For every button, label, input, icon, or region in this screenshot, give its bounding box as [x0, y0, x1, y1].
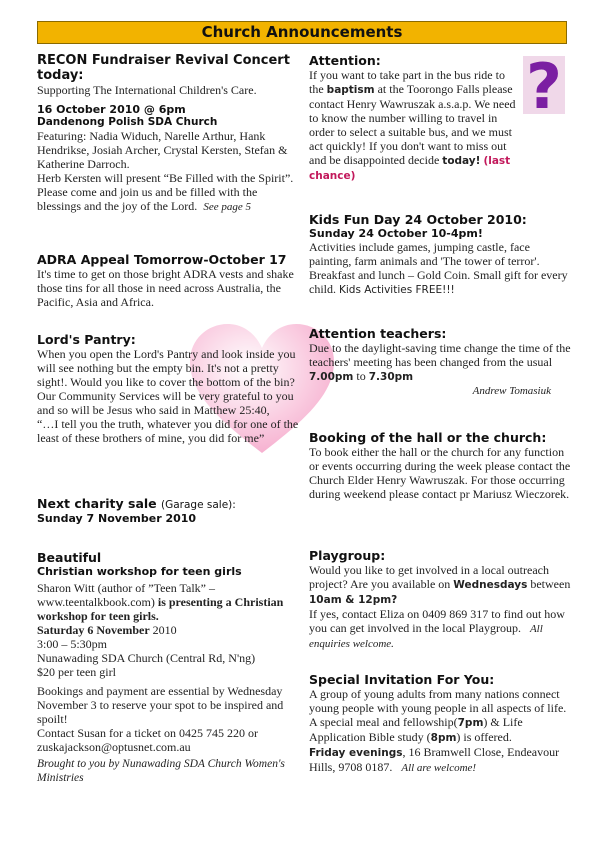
kids-section	[309, 212, 571, 297]
kids-title: Kids Fun Day 24 October 2010:	[309, 212, 527, 227]
invite-time-2: 8pm	[430, 732, 457, 744]
recon-title: RECON Fundraiser Revival Concert today:	[37, 53, 290, 83]
workshop-price: $20 per teen girl	[37, 665, 116, 679]
pantry-body: When you open the Lord's Pantry and look inside you will see nothing but the empty bin. It's not a pretty sight!. Would you like to cover the bottom of the bin? Our Community Services will be very grateful to you and so will be Jesus who said in Matthew 25:40,	[37, 347, 296, 417]
invite-body-d: ) is offered.	[456, 730, 512, 744]
teachers-body	[309, 341, 571, 384]
adra-title: ADRA Appeal Tomorrow-October 17	[37, 252, 287, 267]
invite-body	[309, 715, 571, 745]
invite-welcome: All are welcome!	[401, 762, 477, 774]
playgroup-between: between	[530, 577, 571, 591]
charity-title-text: Next charity sale	[37, 496, 157, 511]
workshop-time: 3:00 – 5:30pm	[37, 637, 108, 651]
recon-closing	[37, 185, 299, 214]
booking-title: Booking of the hall or the church:	[309, 430, 547, 445]
recon-section	[37, 53, 299, 214]
recon-subtitle: Supporting The International Children's Care.	[37, 83, 257, 97]
teachers-signature: Andrew Tomasiuk	[472, 385, 551, 397]
playgroup-body	[309, 563, 571, 607]
workshop-date	[37, 623, 299, 637]
charity-section	[37, 496, 299, 525]
playgroup-section	[309, 548, 571, 651]
kids-body-text: Activities include games, jumping castle, face painting, farm animals and 'The tower of terror'. Breakfast and lunch – Gold Coin. Small gift for every child.	[309, 240, 568, 296]
kids-subtitle: Sunday 24 October 10-4pm!	[309, 227, 483, 240]
workshop-intro-b: is presenting a Christian workshop for teen girls.	[37, 595, 284, 623]
teachers-title: Attention teachers:	[309, 326, 447, 341]
workshop-year: 2010	[152, 623, 177, 637]
attention-section	[309, 53, 571, 183]
booking-body: To book either the hall or the church for any function or events occurring during the week please contact the Church Elder Henry Wawruszak. For those occurring during weekend please contact pr Mariusz Wieczorek.	[309, 445, 571, 501]
workshop-section	[37, 550, 299, 785]
attention-baptism: baptism	[326, 84, 375, 96]
invite-friday-line	[309, 745, 571, 775]
teachers-to: to	[356, 369, 366, 383]
workshop-credit: Brought to you by Nunawading SDA Church Women's Ministries	[37, 758, 285, 784]
teachers-body-text: Due to the daylight-saving time change the time of the teachers' meeting has been changed from the usual	[309, 341, 571, 369]
teachers-time-old: 7.00pm	[309, 371, 354, 383]
workshop-intro-a: Sharon Witt (author of ”Teen Talk” – www.teentalkbook.com)	[37, 581, 216, 609]
charity-title-note: (Garage sale):	[161, 499, 236, 511]
workshop-bookings: Bookings and payment are essential by Wednesday November 3 to reserve your spot to be inspired and spoilt!	[37, 684, 284, 726]
playgroup-time: 10am & 12pm?	[309, 594, 398, 606]
svg-text:?: ?	[526, 50, 562, 120]
pantry-section	[37, 332, 299, 445]
adra-body: It's time to get on those bright ADRA vests and shake those tins for all those in need across Australia, the Pacific, Asia and Africa.	[37, 267, 294, 309]
attention-today: today!	[442, 155, 481, 167]
teachers-section	[309, 326, 571, 398]
playgroup-day: Wednesdays	[453, 579, 528, 591]
recon-venue: Dandenong Polish SDA Church	[37, 116, 218, 128]
playgroup-body-b	[309, 607, 571, 651]
invite-body-c: ) & Life Application Bible study (	[309, 715, 523, 744]
playgroup-body-a: Would you like to get involved in a local outreach project? Are you available on	[309, 563, 549, 591]
booking-section	[309, 430, 571, 501]
attention-body-a: If you want to take part in the bus ride to the	[309, 68, 505, 96]
workshop-contact: Contact Susan for a ticket on 0425 745 220 or zuskajackson@optusnet.com.au	[37, 726, 258, 754]
recon-closing-text: Please come and join us and be filled with the blessings and the joy of the Lord.	[37, 185, 258, 213]
workshop-title: Beautiful	[37, 550, 102, 565]
recon-herb: Herb Kersten will present “Be Filled with the Spirit”.	[37, 171, 294, 185]
recon-featuring: Featuring: Nadia Widuch, Narelle Arthur, Hank Hendrikse, Josiah Archer, Crystal Kersten, Stefan & Katherine Darroch.	[37, 129, 288, 171]
playgroup-title: Playgroup:	[309, 548, 386, 563]
recon-date: 16 October 2010 @ 6pm	[37, 103, 186, 116]
playgroup-body-b-text: If yes, contact Eliza on 0409 869 317 to find out how you can get involved in the local Playgroup.	[309, 607, 565, 635]
invite-title: Special Invitation For You:	[309, 672, 495, 687]
pantry-quote: “…I tell you the truth, whatever you did for one of the least of these brothers of mine, you did for me”	[37, 417, 299, 445]
recon-see-page: See page 5	[203, 201, 251, 213]
invite-time-1: 7pm	[457, 717, 484, 729]
attention-last-chance: (last chance)	[309, 155, 511, 182]
workshop-venue: Nunawading SDA Church (Central Rd, N'ng)	[37, 651, 256, 665]
invite-section	[309, 672, 571, 775]
page-title: Church Announcements	[37, 21, 567, 44]
attention-body	[309, 68, 571, 183]
attention-body-b: at the Toorongo Falls please contact Henry Wawruszak a.s.a.p. We need to know the number willing to travel in order to select a suitable bus, and we must act quickly! If you don't want to miss out and be disappointed decide	[309, 82, 516, 167]
charity-date: Sunday 7 November 2010	[37, 512, 197, 525]
workshop-intro	[37, 581, 299, 623]
kids-free: Kids Activities FREE!!!	[339, 284, 455, 296]
invite-body-b: A special meal and fellowship(	[309, 715, 458, 729]
charity-title	[37, 496, 299, 512]
playgroup-welcome: All enquiries welcome.	[309, 623, 543, 650]
pantry-title: Lord's Pantry:	[37, 332, 136, 347]
invite-body-a: A group of young adults from many nations connect young people with young people in all aspects of life.	[309, 687, 567, 715]
teachers-time-new: 7.30pm	[368, 371, 414, 383]
invite-address: , 16 Bramwell Close, Endeavour Hills, 9708 0187.	[309, 745, 560, 774]
attention-title: Attention:	[309, 53, 381, 68]
workshop-date-text: Saturday 6 November	[37, 623, 150, 637]
invite-friday: Friday evenings	[309, 747, 403, 759]
workshop-subtitle: Christian workshop for teen girls	[37, 565, 242, 578]
kids-body	[309, 240, 571, 297]
adra-section	[37, 252, 299, 309]
